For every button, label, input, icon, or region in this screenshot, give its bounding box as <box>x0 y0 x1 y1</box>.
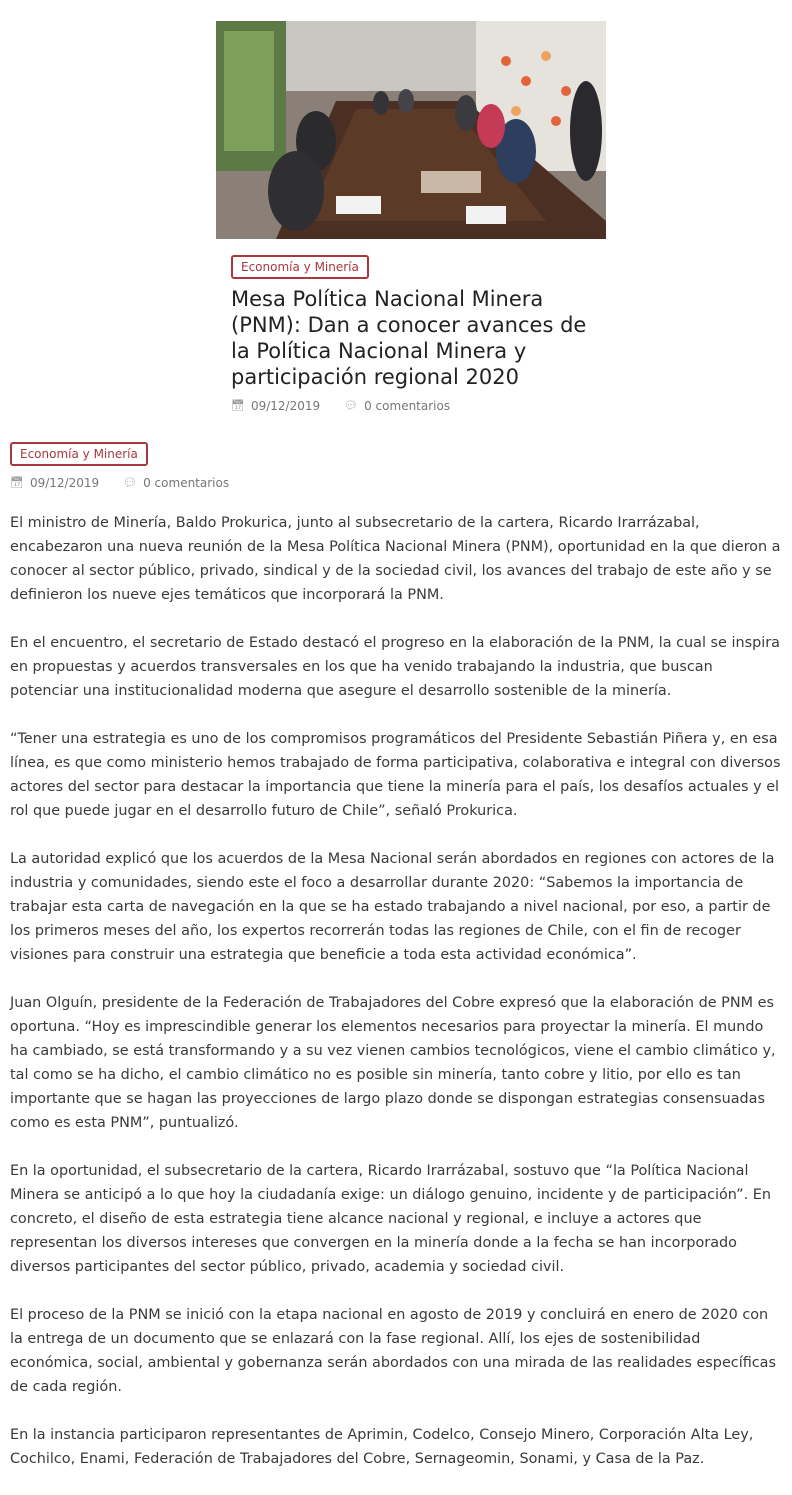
featured-title[interactable]: Mesa Política Nacional Minera (PNM): Dan a conocer avances de la Política Nacional Minera y participación regional 2020 <box>231 287 587 389</box>
post-date: 09/12/2019 <box>29 476 100 490</box>
article-paragraph: El ministro de Minería, Baldo Prokurica, junto al subsecretario de la cartera, Ricardo Irarrázabal, encabezaron una nueva reunión de la Mesa Política Nacional Minera (PNM), oportunidad en la que dieron a conocer al sector público, privado, sindical y de la sociedad civil, los avances del trabajo de este año y se definieron los nueve ejes temáticos que incorporará la PNM. <box>10 515 781 603</box>
article-paragraph: Juan Olguín, presidente de la Federación de Trabajadores del Cobre expresó que la elaboración de PNM es oportuna. “Hoy es imprescindible generar los elementos necesarios para proyectar la minería. El mundo ha cambiado, se está transformando y a su vez vienen cambios tecnológicos, viene el cambio climático y, tal como se ha dicho, el cambio climático no es posible sin minería, tanto cobre y litio, por ello es tan importante que se hagan las proyecciones de largo plazo donde se dispongan estrategias consensuadas como es esta PNM”, puntualizó. <box>10 995 776 1131</box>
article-paragraph: El proceso de la PNM se inició con la etapa nacional en agosto de 2019 y concluirá en enero de 2020 con la entrega de un documento que se enlazará con la fase regional. Allí, los ejes de sostenibilidad económica, social, ambiental y gobernanza serán abordados con una mirada de las realidades específicas de cada región. <box>10 1307 776 1395</box>
featured-post <box>231 255 601 414</box>
featured-image[interactable] <box>216 21 606 239</box>
comment-icon: 💬︎ <box>123 476 138 489</box>
featured-date: 09/12/2019 <box>250 399 321 413</box>
calendar-icon: 📅︎ <box>10 476 24 489</box>
article-paragraph: En la instancia participaron representantes de Aprimin, Codelco, Consejo Minero, Corporación Alta Ley, Cochilco, Enami, Federación de Trabajadores del Cobre, Sernageomin, Sonami, y Casa de la Paz. <box>10 1427 754 1467</box>
article-body <box>10 511 784 1495</box>
article-paragraph: En el encuentro, el secretario de Estado destacó el progreso en la elaboración de la PNM, la cual se inspira en propuestas y acuerdos transversales en los que ha venido trabajando la industria, que buscan potenciar una institucionalidad moderna que asegure el desarrollo sostenible de la minería. <box>10 635 780 699</box>
calendar-icon: 📅︎ <box>231 399 245 412</box>
article-paragraph: “Tener una estrategia es uno de los compromisos programáticos del Presidente Sebastián Piñera y, en esa línea, es que como ministerio hemos trabajado de forma participativa, colaborativa e integral con diversos actores del sector para destacar la importancia que tiene la minería para el país, los desafíos actuales y el rol que puede jugar en el desarrollo futuro de Chile”, señaló Prokurica. <box>10 731 781 819</box>
featured-comments-link[interactable]: 0 comentarios <box>364 399 451 413</box>
featured-category-badge[interactable]: Economía y Minería <box>231 255 369 279</box>
post-meta <box>10 474 229 491</box>
article-paragraph: La autoridad explicó que los acuerdos de la Mesa Nacional serán abordados en regiones con actores de la industria y comunidades, siendo este el foco a desarrollar durante 2020: “Sabemos la importancia de trabajar esta carta de navegación en la que se ha estado trabajando a nivel nacional, por eso, a partir de los primeros meses del año, los expertos recorrerán todas las regiones de Chile, con el fin de recoger visiones para construir una estrategia que beneficie a toda esta actividad económica”. <box>10 851 775 963</box>
post-category-badge[interactable]: Economía y Minería <box>10 442 148 466</box>
featured-meta <box>231 397 601 414</box>
comment-icon: 💬︎ <box>344 399 359 412</box>
post-comments-link[interactable]: 0 comentarios <box>143 476 230 490</box>
article-paragraph: En la oportunidad, el subsecretario de la cartera, Ricardo Irarrázabal, sostuvo que “la Política Nacional Minera se anticipó a lo que hoy la ciudadanía exige: un diálogo genuino, incidente y de participación”. En concreto, el diseño de esta estrategia tiene alcance nacional y regional, e incluye a actores que representan los diversos intereses que convergen en la minería donde a la fecha se han incorporado diversos participantes del sector público, privado, academia y sociedad civil. <box>10 1163 771 1275</box>
post-header <box>10 442 229 491</box>
